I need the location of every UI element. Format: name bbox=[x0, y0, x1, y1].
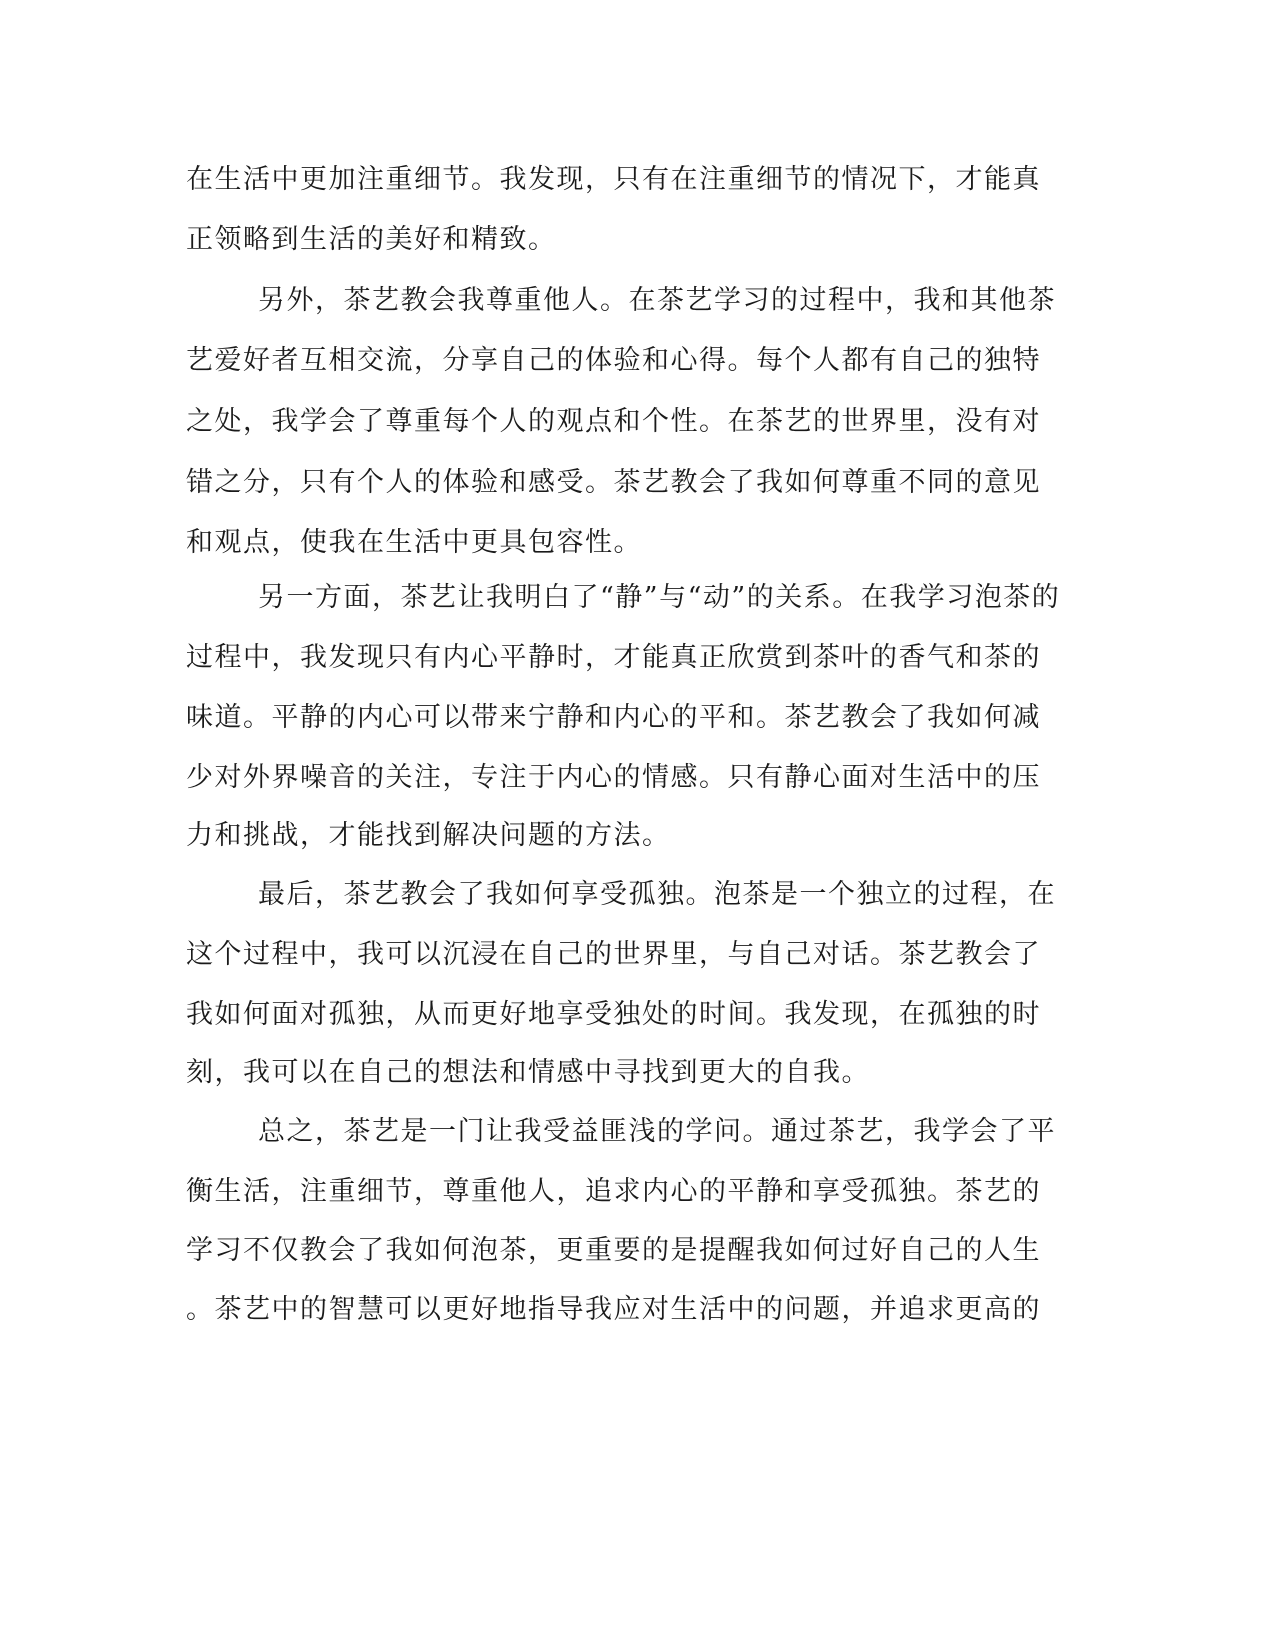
text-line: 我如何面对孤独，从而更好地享受独处的时间。我发现，在孤独的时 bbox=[186, 999, 1041, 1030]
text-line: 在生活中更加注重细节。我发现，只有在注重细节的情况下，才能真 bbox=[186, 164, 1041, 195]
text-line: 错之分，只有个人的体验和感受。茶艺教会了我如何尊重不同的意见 bbox=[186, 467, 1041, 498]
text-line: 学习不仅教会了我如何泡茶，更重要的是提醒我如何过好自己的人生 bbox=[186, 1235, 1041, 1266]
text-line: 过程中，我发现只有内心平静时，才能真正欣赏到茶叶的香气和茶的 bbox=[186, 642, 1041, 673]
text-line: 。茶艺中的智慧可以更好地指导我应对生活中的问题，并追求更高的 bbox=[186, 1294, 1041, 1325]
paragraph-first-line: 总之，茶艺是一门让我受益匪浅的学问。通过茶艺，我学会了平 bbox=[258, 1116, 1056, 1147]
text-line: 和观点，使我在生活中更具包容性。 bbox=[186, 527, 642, 558]
text-line: 少对外界噪音的关注，专注于内心的情感。只有静心面对生活中的压 bbox=[186, 762, 1041, 793]
paragraph-first-line: 最后，茶艺教会了我如何享受孤独。泡茶是一个独立的过程，在 bbox=[258, 879, 1056, 910]
text-line: 这个过程中，我可以沉浸在自己的世界里，与自己对话。茶艺教会了 bbox=[186, 939, 1041, 970]
paragraph-first-line: 另外，茶艺教会我尊重他人。在茶艺学习的过程中，我和其他茶 bbox=[258, 285, 1056, 316]
text-line: 艺爱好者互相交流，分享自己的体验和心得。每个人都有自己的独特 bbox=[186, 345, 1041, 376]
text-line: 正领略到生活的美好和精致。 bbox=[186, 224, 557, 255]
text-line: 味道。平静的内心可以带来宁静和内心的平和。茶艺教会了我如何减 bbox=[186, 702, 1041, 733]
paragraph-first-line: 另一方面，茶艺让我明白了“静”与“动”的关系。在我学习泡茶的 bbox=[258, 582, 1061, 613]
text-line: 衡生活，注重细节，尊重他人，追求内心的平静和享受孤独。茶艺的 bbox=[186, 1176, 1041, 1207]
text-line: 之处，我学会了尊重每个人的观点和个性。在茶艺的世界里，没有对 bbox=[186, 406, 1041, 437]
text-line: 刻，我可以在自己的想法和情感中寻找到更大的自我。 bbox=[186, 1057, 870, 1088]
text-line: 力和挑战，才能找到解决问题的方法。 bbox=[186, 820, 671, 851]
